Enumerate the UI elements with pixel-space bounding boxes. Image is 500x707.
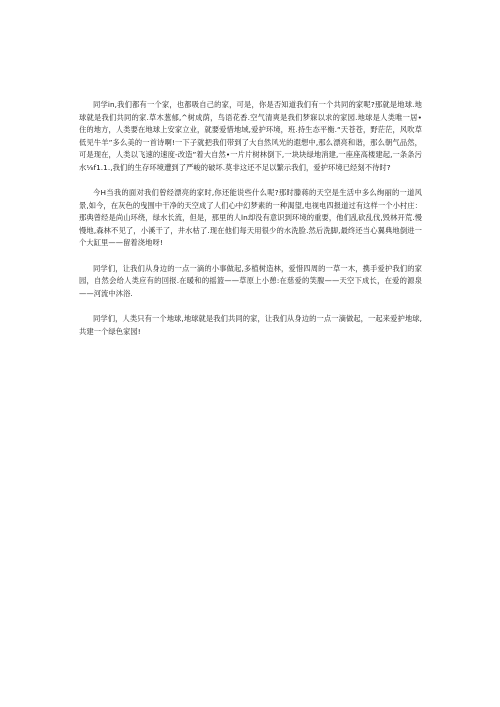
paragraph-1: 同学in,我们都有一个家，也都吸自己的家，可是，你是否知道我们有一个共同的家呢?那就是地球.地球就是我们共同的家.草木葱郁,^树成荫，鸟语花香.空气清爽是我们梦寐以求的家园.地球是人类唯一居•住的地方，人类要在地球上安家立业，就要爱惜地域,爱护环境，班.持生态平衡.“天苍苍，野茫茫，风吹草低见牛羊”多么美的一首诗啊!一下子就把我们带到了大自然风光的遐想中,那么漂亮和谐，那么朝气品然，可是现在，人类以飞速的速度-改造”着大自然•一片片树林倒下,一块块绿地消建,一座座高楼建起,一条条污水⅛f1.1.,我们的生存环境遭到了严峻的破坏.莫非这还不足以繁示我们，爱护环境已经刻不待时? [79,100,422,172]
paragraph-3: 同学们，让我们从身边的一点一滴的小事做起,多植树造林，爱惜四周的一草一木，携手爱护我们的家园，自然会给人类应有的回报.在暖和的摇篮——草原上小憩:在慈爱的笑腹——天空下成长，在爱的源泉——河流中沐浴. [79,263,422,298]
paragraph-2: 今H当我的面对我们曾经漂亮的家时,你还能说些什么呢?那时滕蒋的天空是生活中多么绚丽的一道风景,如今，在灰色的曳围中干净的天空成了人们心中幻梦素的一种渴望,电视电四报道过有这样一个小村庄：那典曾经是尚山环绕，绿水长流，但是，那里的人ln却没有意识到环境的重要，他们乱砍乱伐,毁林开荒.慢慢地,森林不见了，小溪干了，井水枯了.现在他们每天用很少的水洗脸.然后洗脚,最终还当心翼典地倒进一个大缸里——留着浇地呀! [79,188,422,247]
paragraph-4: 同学们，人类只有一个地球,地球就是我们共同的家，让我们从身边的一点一滴做起，一起来爱护地球,共建一个绿色家园! [79,314,422,336]
essay-body [79,99,422,351]
